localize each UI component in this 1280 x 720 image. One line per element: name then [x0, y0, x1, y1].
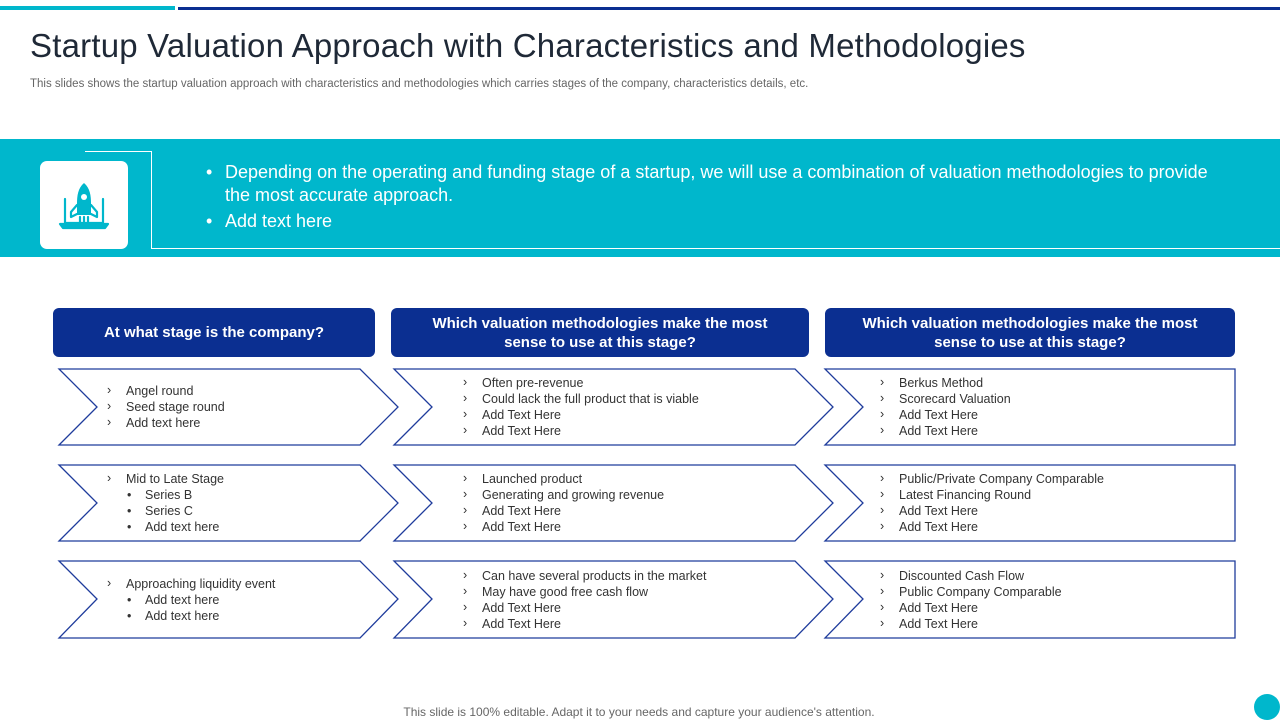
stage-cell-row-2	[107, 464, 347, 542]
stage-sub-item: • Add text here	[107, 608, 347, 624]
methodology-item: › Discounted Cash Flow	[880, 568, 1210, 584]
characteristic-item: › Add Text Here	[463, 519, 783, 535]
slide-subtitle: This slides shows the startup valuation approach with characteristics and methodologies which carries stages of the company, characteristics details, etc.	[30, 78, 809, 90]
stage-sub-item: • Add text here	[107, 592, 347, 608]
stage-sub-item: • Series B	[107, 487, 347, 503]
stage-sub-item: • Add text here	[107, 519, 347, 535]
stage-item: › Approaching liquidity event	[107, 576, 347, 592]
methodology-item: › Berkus Method	[880, 375, 1210, 391]
top-accent-bar-cyan	[0, 6, 175, 10]
methodologies-cell-row-1	[880, 368, 1210, 446]
characteristic-item: › May have good free cash flow	[463, 584, 783, 600]
summary-banner	[0, 139, 1280, 257]
characteristic-item: › Launched product	[463, 471, 783, 487]
header-characteristics: Which valuation methodologies make the most sense to use at this stage?	[391, 308, 809, 357]
methodology-item: › Add Text Here	[880, 423, 1210, 439]
banner-point: • Depending on the operating and funding stage of a startup, we will use a combination of valuation methodologies to provide the most accurate approach.	[205, 161, 1215, 207]
characteristic-item: › Add Text Here	[463, 503, 783, 519]
methodology-item: › Public/Private Company Comparable	[880, 471, 1210, 487]
corner-decoration	[1254, 694, 1280, 720]
characteristics-cell-row-1	[463, 368, 783, 446]
characteristics-cell-row-2	[463, 464, 783, 542]
methodology-item: › Scorecard Valuation	[880, 391, 1210, 407]
characteristics-cell-row-3	[463, 560, 783, 639]
banner-frame-line-side	[151, 151, 152, 249]
banner-frame-line-bottom	[151, 248, 1280, 249]
stage-sub-item: • Series C	[107, 503, 347, 519]
characteristic-item: › Could lack the full product that is viable	[463, 391, 783, 407]
methodology-item: › Add Text Here	[880, 519, 1210, 535]
methodology-item: › Public Company Comparable	[880, 584, 1210, 600]
methodologies-cell-row-2	[880, 464, 1210, 542]
stage-item: › Angel round	[107, 383, 347, 399]
characteristic-item: › Add Text Here	[463, 423, 783, 439]
banner-points	[205, 161, 1215, 236]
characteristic-item: › Generating and growing revenue	[463, 487, 783, 503]
header-methodologies: Which valuation methodologies make the most sense to use at this stage?	[825, 308, 1235, 357]
top-accent-bar-navy	[178, 7, 1280, 10]
stage-cell-row-1	[107, 368, 347, 446]
stage-item: › Seed stage round	[107, 399, 347, 415]
methodologies-cell-row-3	[880, 560, 1210, 639]
stage-cell-row-3	[107, 560, 347, 639]
methodology-item: › Latest Financing Round	[880, 487, 1210, 503]
stage-item: › Mid to Late Stage	[107, 471, 347, 487]
characteristic-item: › Add Text Here	[463, 616, 783, 632]
characteristic-item: › Add Text Here	[463, 600, 783, 616]
methodology-item: › Add Text Here	[880, 503, 1210, 519]
slide-title: Startup Valuation Approach with Characteristics and Methodologies	[30, 27, 1026, 64]
methodology-item: › Add Text Here	[880, 616, 1210, 632]
characteristic-item: › Can have several products in the market	[463, 568, 783, 584]
stage-item: › Add text here	[107, 415, 347, 431]
characteristic-item: › Often pre-revenue	[463, 375, 783, 391]
characteristic-item: › Add Text Here	[463, 407, 783, 423]
methodology-item: › Add Text Here	[880, 407, 1210, 423]
banner-frame-line-top	[85, 151, 152, 152]
banner-point: • Add text here	[205, 210, 1215, 233]
methodology-item: › Add Text Here	[880, 600, 1210, 616]
rocket-laptop-icon	[40, 161, 128, 249]
header-company-stage: At what stage is the company?	[53, 308, 375, 357]
footer-note: This slide is 100% editable. Adapt it to your needs and capture your audience's attention.	[403, 705, 875, 719]
